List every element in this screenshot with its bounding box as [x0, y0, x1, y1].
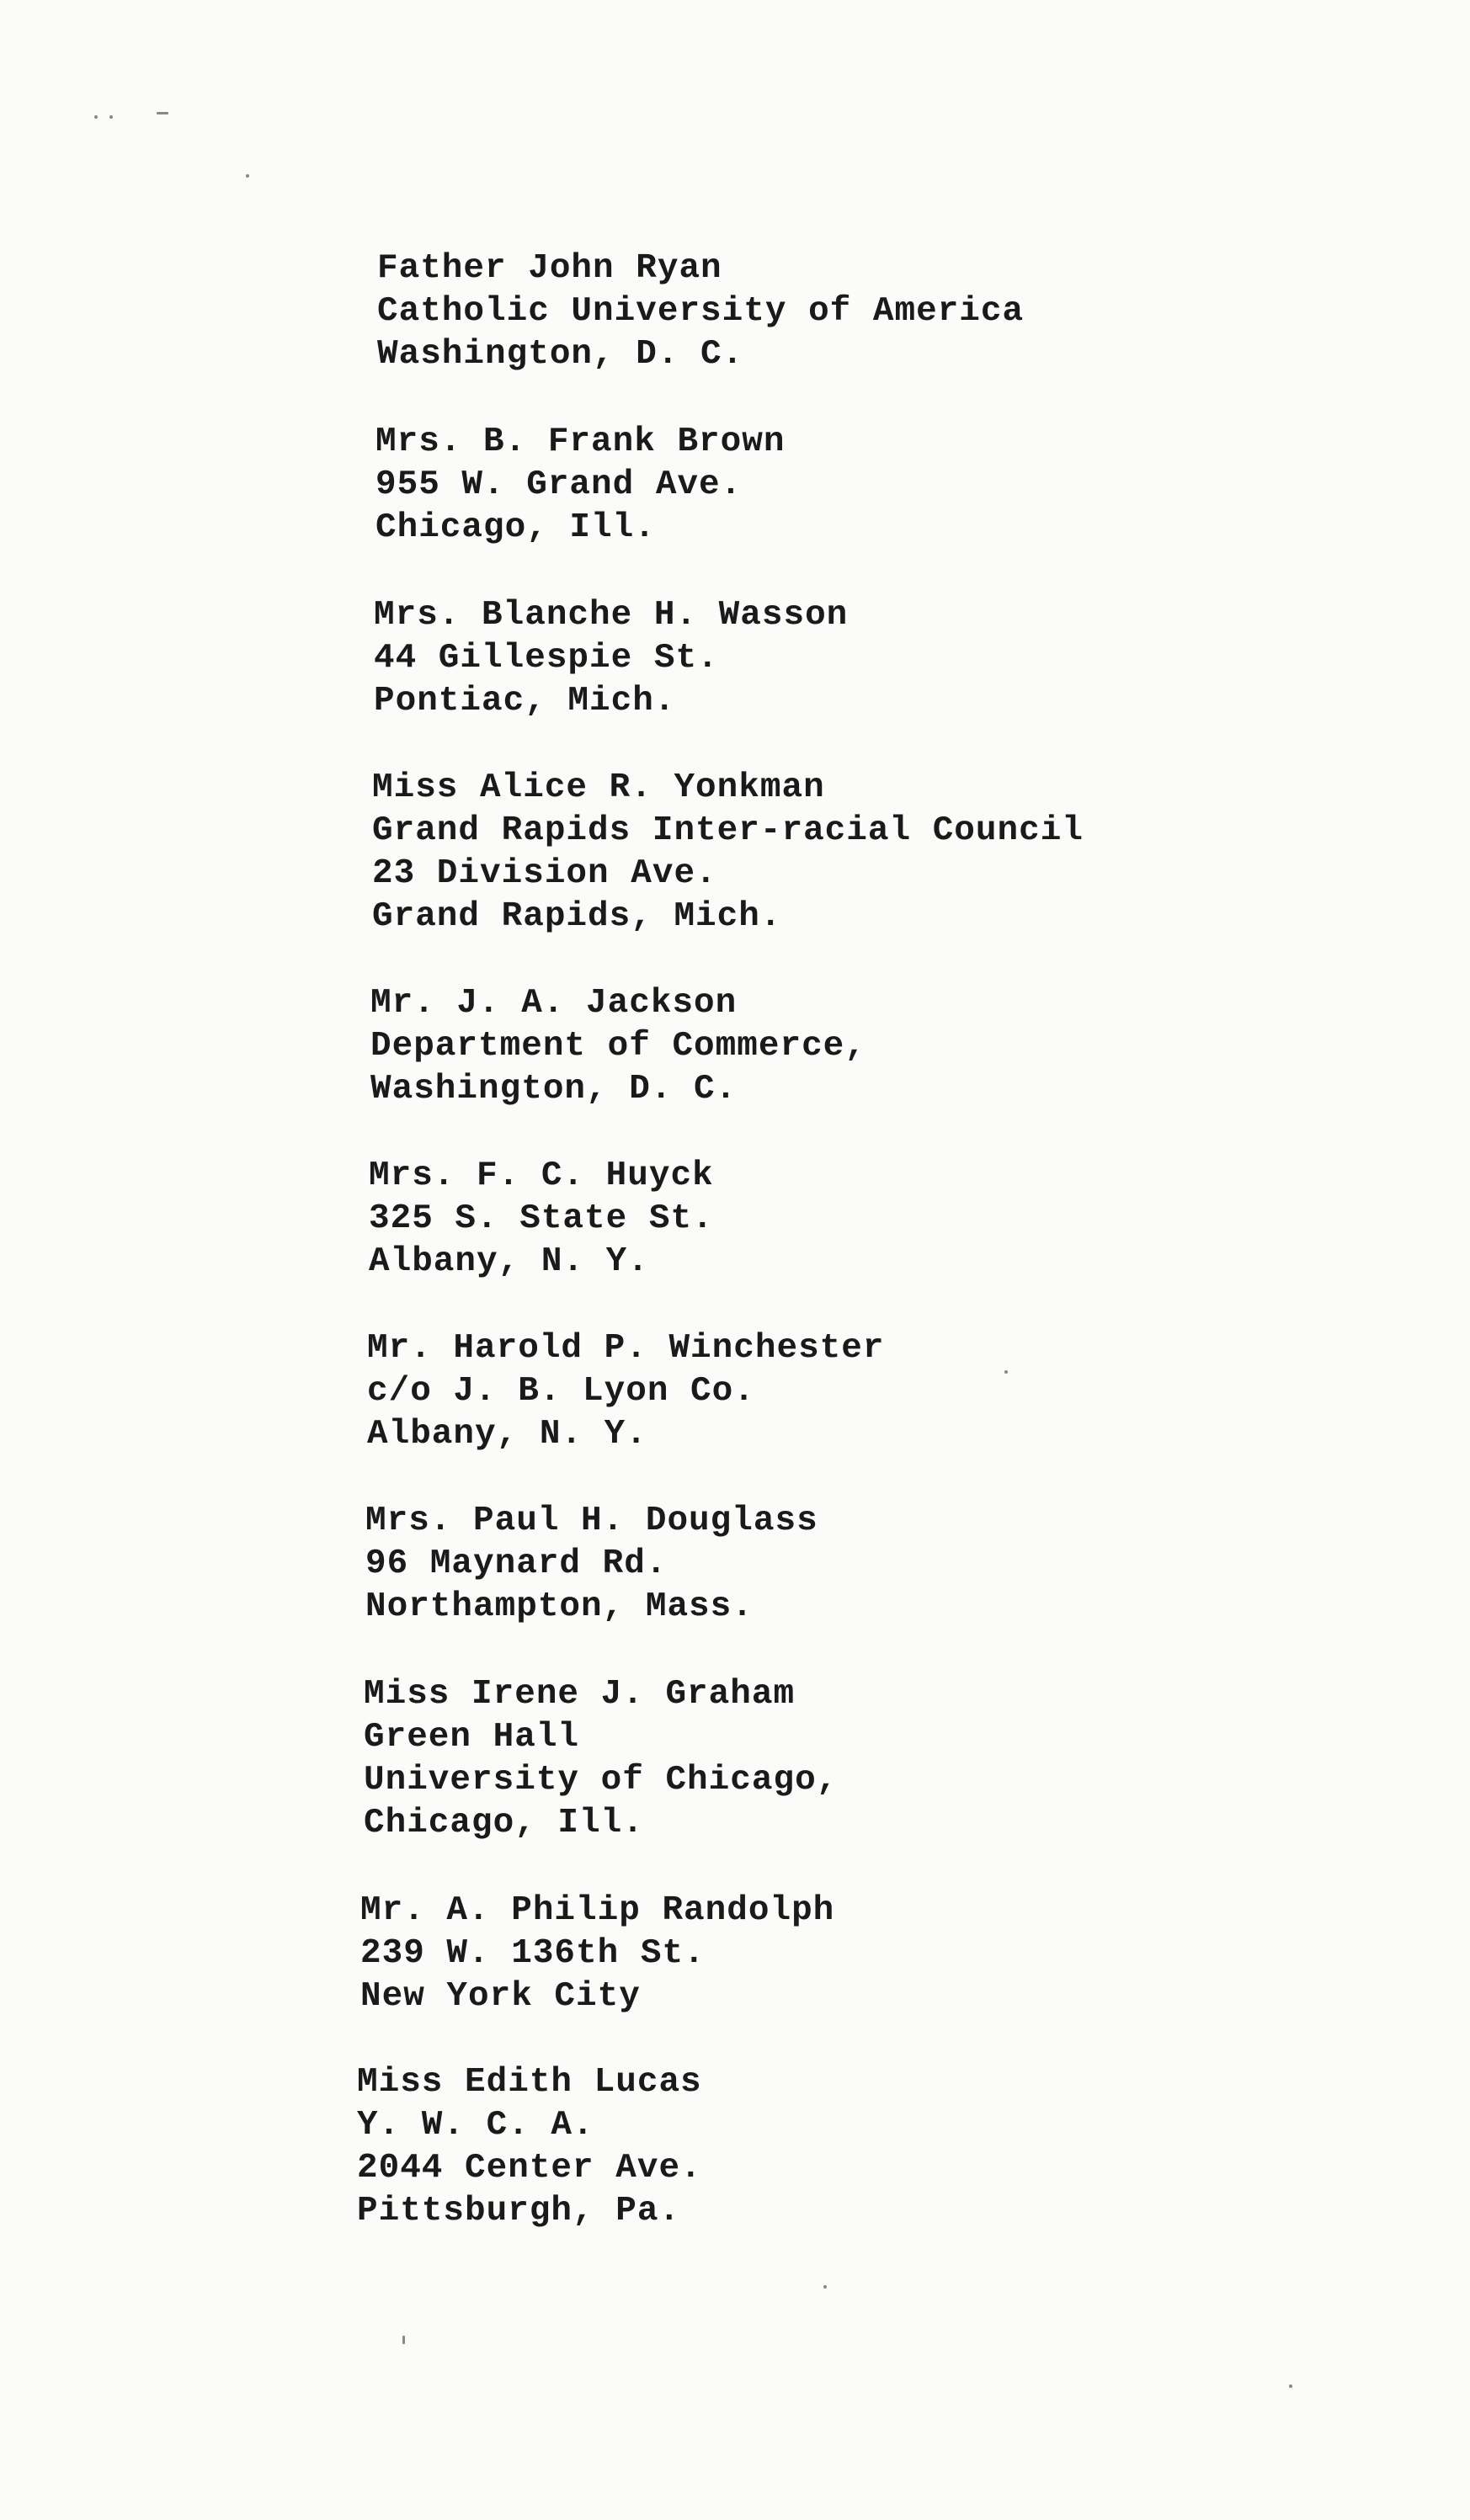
entry-address-line: Pontiac, Mich.	[374, 682, 676, 720]
entry-address-line: Grand Rapids Inter-racial Council	[372, 811, 1084, 850]
entry-address-line: New York City	[360, 1977, 641, 2016]
entry-address-line: Northampton, Mass.	[365, 1587, 754, 1626]
entry-address-line: Washington, D. C.	[370, 1070, 738, 1108]
scan-speck	[109, 115, 113, 119]
address-entry	[377, 247, 1024, 376]
address-entry	[370, 982, 866, 1111]
address-entry	[369, 1155, 714, 1284]
entry-name-line: Miss Edith Lucas	[357, 2063, 702, 2102]
address-entry	[374, 594, 848, 723]
entry-address-line: Washington, D. C.	[377, 335, 744, 374]
scan-speck	[157, 112, 168, 114]
entry-address-line: 44 Gillespie St.	[374, 639, 719, 678]
address-entry	[365, 1500, 818, 1629]
entry-address-line: 2044 Center Ave.	[357, 2149, 702, 2188]
address-entry	[360, 1890, 834, 2018]
entry-address-line: Green Hall	[364, 1718, 580, 1757]
entry-address-line: Department of Commerce,	[370, 1027, 866, 1066]
entry-name-line: Mrs. F. C. Huyck	[369, 1156, 714, 1195]
entry-name-line: Mrs. B. Frank Brown	[375, 423, 786, 461]
entry-name-line: Mr. Harold P. Winchester	[367, 1329, 885, 1368]
scan-speck	[823, 2285, 827, 2289]
entry-address-line: Y. W. C. A.	[357, 2106, 594, 2145]
address-entry	[372, 767, 1084, 938]
entry-name-line: Mrs. Blanche H. Wasson	[374, 596, 849, 635]
entry-address-line: Grand Rapids, Mich.	[372, 897, 782, 936]
scan-speck	[94, 115, 98, 119]
entry-name-line: Mrs. Paul H. Douglass	[365, 1502, 818, 1540]
entry-name-line: Mr. J. A. Jackson	[370, 984, 738, 1023]
scan-speck	[246, 174, 249, 178]
entry-address-line: Chicago, Ill.	[364, 1804, 644, 1842]
entry-address-line: Pittsburgh, Pa.	[357, 2192, 681, 2230]
entry-address-line: Catholic University of America	[377, 292, 1025, 331]
scan-speck	[1289, 2384, 1292, 2388]
scan-speck	[402, 2336, 405, 2344]
entry-address-line: Albany, N. Y.	[367, 1415, 647, 1454]
entry-address-line: Albany, N. Y.	[369, 1242, 649, 1281]
entry-name-line: Father John Ryan	[377, 249, 722, 288]
address-entry	[357, 2061, 702, 2233]
entry-address-line: University of Chicago,	[364, 1761, 839, 1800]
entry-name-line: Miss Alice R. Yonkman	[372, 768, 825, 807]
entry-address-line: 239 W. 136th St.	[360, 1934, 706, 1973]
address-entry	[367, 1327, 885, 1456]
entry-address-line: 325 S. State St.	[369, 1199, 714, 1238]
entry-name-line: Miss Irene J. Graham	[364, 1675, 796, 1714]
entry-address-line: 955 W. Grand Ave.	[375, 465, 743, 504]
address-entry	[364, 1673, 838, 1845]
entry-address-line: 96 Maynard Rd.	[365, 1544, 668, 1583]
entry-name-line: Mr. A. Philip Randolph	[360, 1891, 835, 1930]
scan-speck	[1004, 1370, 1008, 1374]
entry-address-line: Chicago, Ill.	[375, 508, 656, 547]
address-entry	[375, 421, 785, 550]
entry-address-line: c/o J. B. Lyon Co.	[367, 1372, 755, 1411]
entry-address-line: 23 Division Ave.	[372, 854, 717, 893]
